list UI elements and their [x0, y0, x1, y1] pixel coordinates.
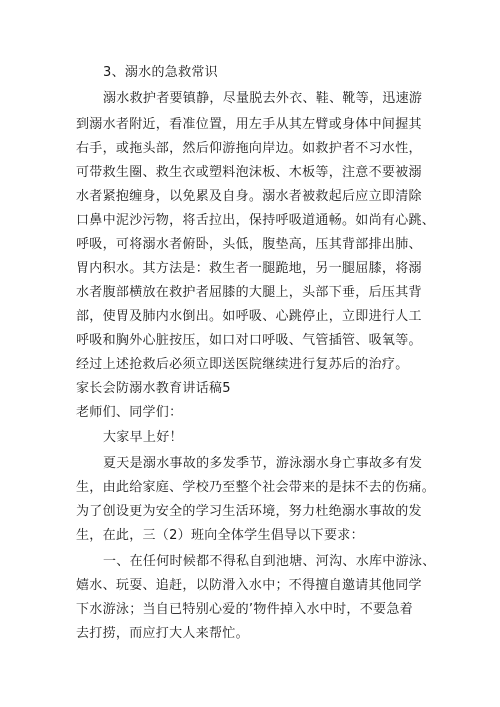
speech-title: 家长会防溺水教育讲话稿5: [76, 381, 231, 396]
paragraph-line: 溺水救护者要镇静，尽量脱去外衣、鞋、靴等，迅速游: [103, 91, 423, 106]
paragraph-line: 右手，或拖头部，然后仰游拖向岸边。如救护者不习水性，: [76, 141, 422, 156]
paragraph-line: 一、在任何时候都不得私自到池塘、河沟、水库中游泳、: [103, 554, 436, 569]
paragraph-line: 生，由此给家庭、学校乃至整个社会带来的是抹不去的伤痛。: [76, 480, 436, 495]
paragraph-line: 呼吸，可将溺水者俯卧，头低，腹垫高，压其背部排出肺、: [76, 237, 422, 252]
paragraph-line: 部，使胃及肺内水倒出。如呼吸、心跳停止，立即进行人工: [76, 309, 422, 324]
paragraph-line: 到溺水者附近，看准位置，用左手从其左臂或身体中间握其: [76, 117, 422, 132]
paragraph-line: 夏天是溺水事故的多发季节，游泳溺水身亡事故多有发: [103, 456, 423, 471]
paragraph-line: 下水游泳；当自已特别心爱的’物件掉入水中时，不要急着: [76, 602, 413, 617]
paragraph-line: 为了创设更为安全的学习生活环境，努力杜绝溺水事故的发: [76, 504, 422, 519]
paragraph-line: 胃内积水。其方法是：救生者一腿跪地，另一腿屈膝，将溺: [76, 261, 422, 276]
paragraph-line: 可带救生圈、救生衣或塑料泡沫板、木板等，注意不要被溺: [76, 165, 422, 180]
paragraph-line: 嬉水、玩耍、追赶，以防滑入水中；不得擅自邀请其他同学: [76, 578, 422, 593]
paragraph-line: 水者紧抱缠身，以免累及自身。溺水者被救起后应立即清除: [76, 189, 422, 204]
paragraph-line: 水者腹部横放在救护者屈膝的大腿上，头部下垂，后压其背: [76, 285, 422, 300]
paragraph-line: 生，在此，三（2）班向全体学生倡导以下要求：: [76, 528, 364, 543]
paragraph-line: 呼吸和胸外心脏按压，如口对口呼吸、气管插管、吸氧等。: [76, 333, 422, 348]
paragraph-line: 去打捞，而应打大人来帮忙。: [76, 626, 249, 641]
paragraph-line: 口鼻中泥沙污物，将舌拉出，保持呼吸道通畅。如尚有心跳、: [76, 213, 436, 228]
section-heading: 3、溺水的急救常识: [103, 65, 218, 80]
speech-greeting: 大家早上好！: [103, 430, 183, 445]
paragraph-line: 经过上述抢救后必须立即送医院继续进行复苏后的治疗。: [76, 357, 409, 372]
speech-salutation: 老师们、同学们：: [76, 405, 183, 420]
